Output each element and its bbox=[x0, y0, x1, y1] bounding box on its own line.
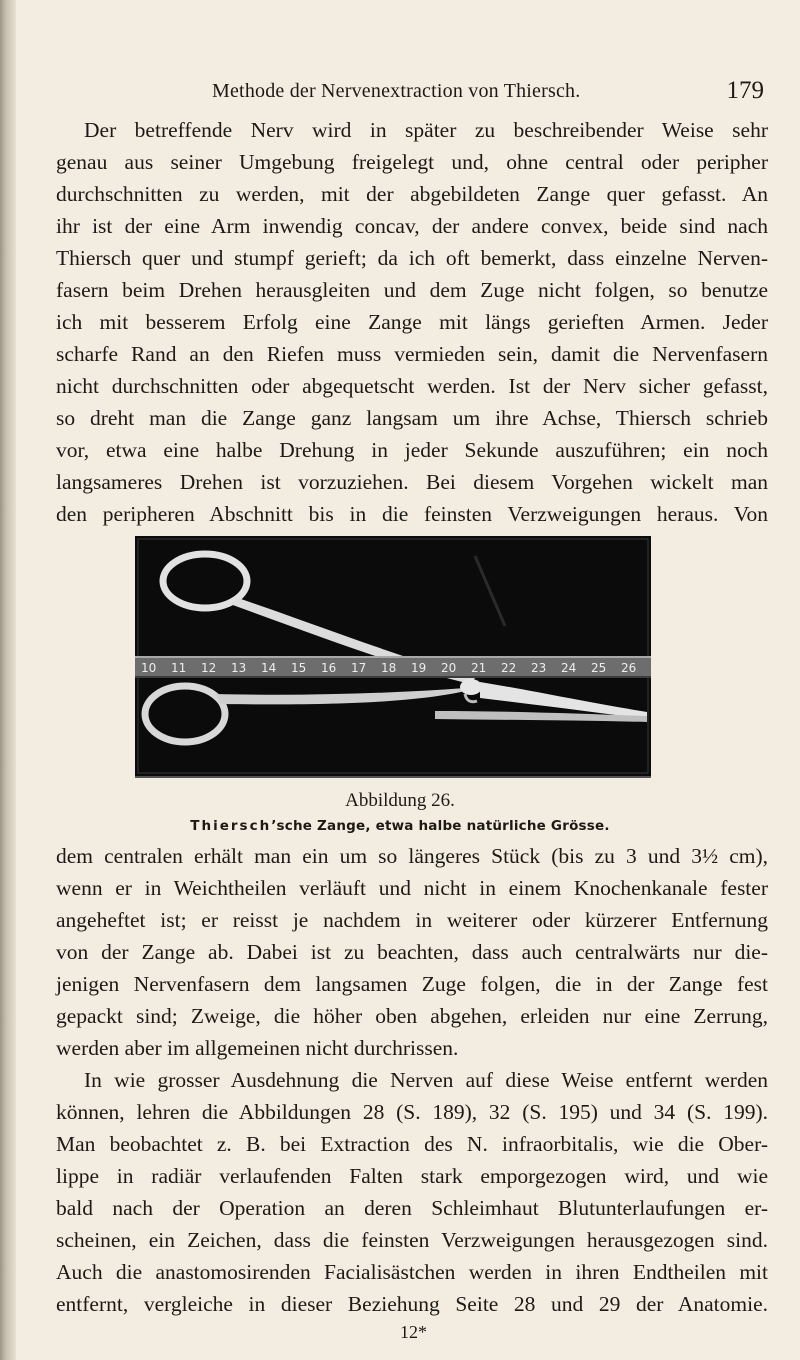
text-line: In wie grosser Ausdehnung die Nerven auf diese Weise entfernt werden bbox=[84, 1068, 768, 1092]
text-line: bald nach der Operation an deren Schleimhaut Blutunterlaufungen er- bbox=[56, 1196, 768, 1220]
text-line: jenigen Nervenfasern dem langsamen Zuge folgen, die in der Zange fest bbox=[56, 972, 768, 996]
forceps-figure bbox=[135, 536, 651, 778]
running-head bbox=[0, 77, 800, 110]
text-line: entfernt, vergleiche in dieser Beziehung Seite 28 und 29 der Anatomie. bbox=[56, 1292, 768, 1316]
page-number: 179 bbox=[726, 77, 764, 104]
ruler-label: 22 bbox=[501, 661, 517, 675]
forceps-illustration bbox=[135, 536, 651, 776]
text-line: gepackt sind; Zweige, die höher oben abgehen, erleiden nur eine Zerrung, bbox=[56, 1004, 768, 1028]
text-line: so dreht man die Zange ganz langsam um ihre Achse, Thiersch schrieb bbox=[56, 406, 768, 430]
figure-caption bbox=[0, 818, 800, 834]
text-line: scharfe Rand an den Riefen muss vermieden sein, damit die Nervenfasern bbox=[56, 342, 768, 366]
text-line: genau aus seiner Umgebung freigelegt und, ohne central oder peripher bbox=[56, 150, 768, 174]
text-line: fasern beim Drehen herausgleiten und dem Zuge nicht folgen, so benutze bbox=[56, 278, 768, 302]
text-line: ihr ist der eine Arm inwendig concav, der andere convex, beide sind nach bbox=[56, 214, 768, 238]
text-line: durchschnitten zu werden, mit der abgebildeten Zange quer gefasst. An bbox=[56, 182, 768, 206]
ruler-label: 13 bbox=[231, 661, 247, 675]
text-line: den peripheren Abschnitt bis in die feinsten Verzweigungen heraus. Von bbox=[56, 502, 768, 526]
ruler-label: 25 bbox=[591, 661, 607, 675]
signature-mark: 12* bbox=[400, 1322, 427, 1342]
ruler-label: 11 bbox=[171, 661, 187, 675]
text-line: lippe in radiär verlaufenden Falten stark emporgezogen wird, und wie bbox=[56, 1164, 768, 1188]
text-line: Der betreffende Nerv wird in später zu beschreibender Weise sehr bbox=[84, 118, 768, 142]
paragraph-2 bbox=[56, 840, 768, 1064]
ruler-label: 26 bbox=[621, 661, 637, 675]
ruler-label: 18 bbox=[381, 661, 397, 675]
figure-caption-text: ’sche Zange, etwa halbe natürliche Grösse. bbox=[271, 818, 610, 834]
text-line: nicht durchschnitten oder abgequetscht werden. Ist der Nerv sicher gefasst, bbox=[56, 374, 768, 398]
paragraph-1 bbox=[56, 114, 768, 530]
text-line: werden aber im allgemeinen nicht durchrissen. bbox=[56, 1036, 459, 1060]
text-line: Man beobachtet z. B. bei Extraction des N. infraorbitalis, wie die Ober- bbox=[56, 1132, 768, 1156]
text-line: Auch die anastomosirenden Facialisästchen werden in ihren Endtheilen mit bbox=[56, 1260, 768, 1284]
text-line: scheinen, ein Zeichen, dass die feinsten Verzweigungen herausgezogen sind. bbox=[56, 1228, 768, 1252]
text-line: wenn er in Weichtheilen verläuft und nicht in einem Knochenkanale fester bbox=[56, 876, 768, 900]
ruler-label: 12 bbox=[201, 661, 217, 675]
ruler-label: 17 bbox=[351, 661, 367, 675]
ruler-label: 16 bbox=[321, 661, 337, 675]
ruler-label: 21 bbox=[471, 661, 487, 675]
text-line: von der Zange ab. Dabei ist zu beachten, dass auch centralwärts nur die- bbox=[56, 940, 768, 964]
text-line: Thiersch quer und stumpf gerieft; da ich oft bemerkt, dass einzelne Nerven- bbox=[56, 246, 768, 270]
text-line: dem centralen erhält man ein um so längeres Stück (bis zu 3 und 3½ cm), bbox=[56, 844, 768, 868]
ruler-label: 14 bbox=[261, 661, 277, 675]
text-line: langsameres Drehen ist vorzuziehen. Bei diesem Vorgehen wickelt man bbox=[56, 470, 768, 494]
ruler-labels bbox=[141, 661, 636, 675]
ruler-label: 24 bbox=[561, 661, 577, 675]
text-line: ich mit besserem Erfolg eine Zange mit längs gerieften Armen. Jeder bbox=[56, 310, 768, 334]
running-title: Methode der Nervenextraction von Thiersch. bbox=[212, 80, 581, 102]
figure-caption-name: Thiersch bbox=[190, 818, 272, 834]
paragraph-3 bbox=[56, 1064, 768, 1320]
ruler-label: 23 bbox=[531, 661, 547, 675]
text-line: können, lehren die Abbildungen 28 (S. 189), 32 (S. 195) und 34 (S. 199). bbox=[56, 1100, 768, 1124]
ruler-label: 19 bbox=[411, 661, 427, 675]
text-line: vor, etwa eine halbe Drehung in jeder Sekunde auszuführen; ein noch bbox=[56, 438, 768, 462]
figure-caption-title: Abbildung 26. bbox=[345, 790, 455, 811]
ruler-label: 15 bbox=[291, 661, 307, 675]
text-line: angeheftet ist; er reisst je nachdem in weiterer oder kürzerer Entfernung bbox=[56, 908, 768, 932]
ruler-label: 10 bbox=[141, 661, 157, 675]
ruler-label: 20 bbox=[441, 661, 457, 675]
